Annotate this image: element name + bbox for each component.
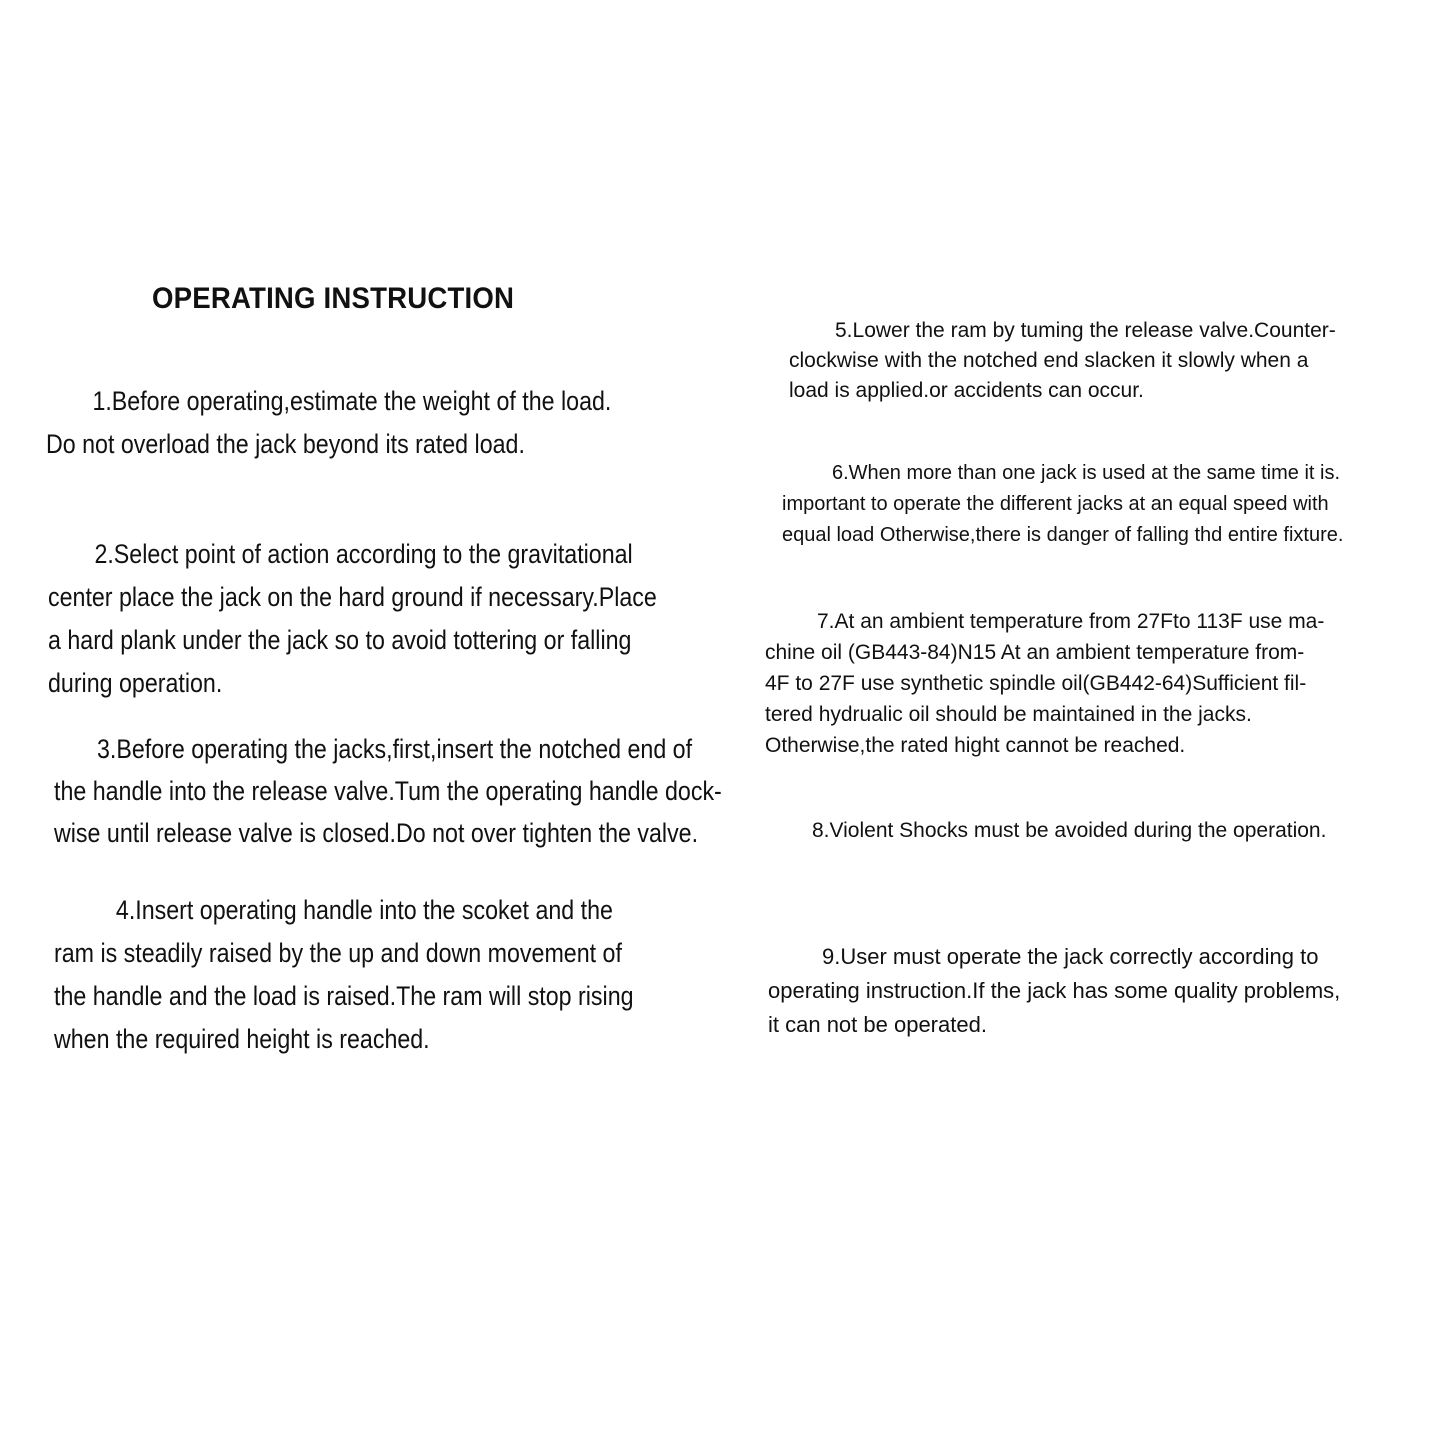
instruction-9	[768, 940, 1340, 1042]
instruction-line: 9.User must operate the jack correctly according to	[822, 944, 1319, 969]
instruction-5	[789, 316, 1336, 406]
instruction-line: 3.Before operating the jacks,first,insert the notched end of	[97, 734, 693, 764]
instruction-line: 5.Lower the ram by tuming the release valve.Counter-	[835, 319, 1336, 342]
instruction-line: load is applied.or accidents can occur.	[789, 379, 1144, 402]
instruction-line: 4.Insert operating handle into the scoket and the	[115, 895, 613, 925]
instruction-line: the handle into the release valve.Tum the operating handle dock-	[54, 776, 722, 806]
instruction-line: Do not overload the jack beyond its rated load.	[46, 429, 525, 459]
instruction-line: ram is steadily raised by the up and down movement of	[54, 938, 622, 968]
instruction-line: chine oil (GB443-84)N15 At an ambient temperature from-	[765, 641, 1305, 664]
instruction-line: during operation.	[48, 668, 223, 698]
instruction-2	[48, 533, 657, 705]
instruction-3	[54, 728, 722, 854]
instruction-1	[46, 380, 611, 466]
instruction-line: a hard plank under the jack so to avoid tottering or falling	[48, 625, 632, 655]
instruction-line: operating instruction.If the jack has some quality problems,	[768, 978, 1341, 1003]
instruction-line: important to operate the different jacks at an equal speed with	[782, 493, 1329, 515]
instruction-line: clockwise with the notched end slacken it slowly when a	[789, 349, 1309, 372]
instruction-line: it can not be operated.	[768, 1012, 987, 1037]
instruction-line: wise until release valve is closed.Do not over tighten the valve.	[54, 818, 699, 848]
instruction-line: 2.Select point of action according to the gravitational	[94, 539, 633, 569]
instruction-line: when the required height is reached.	[54, 1024, 430, 1054]
instruction-6	[782, 458, 1343, 551]
instruction-line: 1.Before operating,estimate the weight of the load.	[92, 386, 612, 416]
instruction-line: Otherwise,the rated hight cannot be reached.	[765, 734, 1186, 757]
instruction-8	[812, 816, 1326, 846]
instruction-line: 6.When more than one jack is used at the same time it is.	[832, 462, 1341, 484]
instruction-line: 8.Violent Shocks must be avoided during the operation.	[812, 819, 1327, 842]
instruction-4	[54, 889, 634, 1061]
page-title: OPERATING INSTRUCTION	[152, 282, 515, 315]
instruction-line: tered hydrualic oil should be maintained in the jacks.	[765, 703, 1252, 726]
instruction-line: the handle and the load is raised.The ram will stop rising	[54, 981, 634, 1011]
instruction-7	[765, 606, 1324, 761]
instruction-line: 7.At an ambient temperature from 27Fto 113F use ma-	[817, 610, 1325, 633]
instruction-line: equal load Otherwise,there is danger of falling thd entire fixture.	[782, 524, 1344, 546]
instruction-line: 4F to 27F use synthetic spindle oil(GB442-64)Sufficient fil-	[765, 672, 1307, 695]
instruction-line: center place the jack on the hard ground if necessary.Place	[48, 582, 657, 612]
